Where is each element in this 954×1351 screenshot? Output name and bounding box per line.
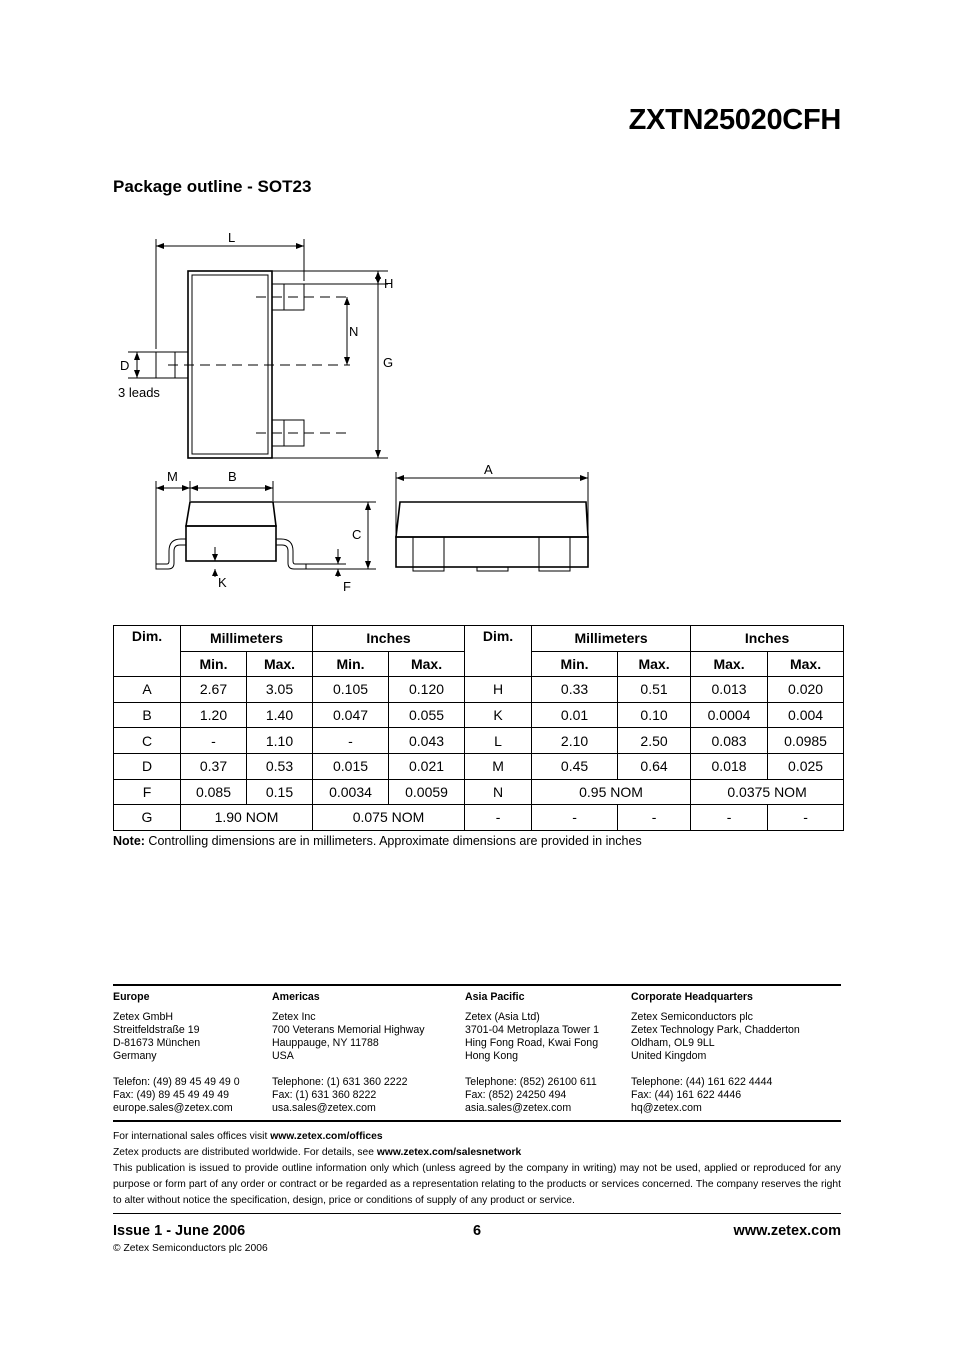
table-cell: 0.95 NOM xyxy=(532,779,691,805)
header-dim-2: Dim. xyxy=(465,626,532,677)
table-cell: 0.33 xyxy=(532,677,618,703)
table-cell: - xyxy=(618,805,691,831)
table-cell: - xyxy=(691,805,768,831)
table-cell: 2.10 xyxy=(532,728,618,754)
table-cell: B xyxy=(114,702,181,728)
table-cell: 2.67 xyxy=(181,677,247,703)
table-row xyxy=(114,779,844,805)
header-inches-2: Inches xyxy=(691,626,844,652)
table-cell: 0.018 xyxy=(691,753,768,779)
office-heading: Corporate Headquarters xyxy=(631,991,753,1003)
page-number: 6 xyxy=(472,1223,482,1239)
office-contact: Telephone: (852) 26100 611 Fax: (852) 24250 494 asia.sales@zetex.com xyxy=(465,1076,597,1114)
table-cell: 0.0375 NOM xyxy=(691,779,844,805)
table-cell: C xyxy=(114,728,181,754)
distrib-prefix: Zetex products are distributed worldwide. For details, see xyxy=(113,1147,377,1158)
issue-date: Issue 1 - June 2006 xyxy=(113,1223,246,1239)
table-cell: L xyxy=(465,728,532,754)
subheader-cell: Max. xyxy=(247,651,313,677)
leads-label: 3 leads xyxy=(118,385,160,400)
office-address: Zetex Inc 700 Veterans Memorial Highway Hauppauge, NY 11788 USA xyxy=(272,1011,425,1062)
table-cell: 0.0004 xyxy=(691,702,768,728)
office-address: Zetex Semiconductors plc Zetex Technology Park, Chadderton Oldham, OL9 9LL United Kingdom xyxy=(631,1011,800,1062)
table-cell: D xyxy=(114,753,181,779)
dim-label-b: B xyxy=(228,469,237,484)
subheader-cell: Max. xyxy=(691,651,768,677)
dim-label-c: C xyxy=(352,527,362,542)
table-row xyxy=(114,677,844,703)
dim-label-m: M xyxy=(167,469,178,484)
table-cell: 0.10 xyxy=(618,702,691,728)
table-cell: 0.013 xyxy=(691,677,768,703)
offices-link[interactable]: www.zetex.com/offices xyxy=(270,1131,383,1142)
office-corporate-hq xyxy=(631,991,800,1115)
dimensions-table xyxy=(113,625,844,831)
table-cell: - xyxy=(768,805,844,831)
table-cell: 0.085 xyxy=(181,779,247,805)
table-cell: 0.021 xyxy=(389,753,465,779)
part-number: ZXTN25020CFH xyxy=(628,104,841,136)
table-cell: 0.53 xyxy=(247,753,313,779)
subheader-cell: Max. xyxy=(618,651,691,677)
table-row xyxy=(114,753,844,779)
website-link[interactable]: www.zetex.com xyxy=(733,1223,841,1239)
offices-prefix: For international sales offices visit xyxy=(113,1131,271,1142)
office-contact: Telephone: (44) 161 622 4444 Fax: (44) 161 622 4446 hq@zetex.com xyxy=(631,1076,773,1114)
header-inches: Inches xyxy=(313,626,465,652)
office-heading: Europe xyxy=(113,991,150,1003)
table-cell: 0.105 xyxy=(313,677,389,703)
subheader-cell: Min. xyxy=(532,651,618,677)
subheader-cell: Min. xyxy=(181,651,247,677)
dim-label-g: G xyxy=(383,355,394,370)
office-asia-pacific xyxy=(465,991,599,1115)
table-cell: K xyxy=(465,702,532,728)
table-note xyxy=(113,834,642,848)
footer-bottom-rule xyxy=(113,1213,841,1214)
table-cell: 0.0034 xyxy=(313,779,389,805)
office-heading: Asia Pacific xyxy=(465,991,525,1003)
legal-top-rule xyxy=(113,1120,841,1122)
dim-label-n: N xyxy=(349,324,359,339)
table-cell: - xyxy=(181,728,247,754)
office-address: Zetex GmbH Streitfeldstraße 19 D-81673 München Germany xyxy=(113,1011,201,1062)
header-millimeters-2: Millimeters xyxy=(532,626,691,652)
table-cell: 1.40 xyxy=(247,702,313,728)
table-cell: 0.025 xyxy=(768,753,844,779)
office-europe xyxy=(113,991,240,1115)
table-cell: 0.0059 xyxy=(389,779,465,805)
table-cell: 0.37 xyxy=(181,753,247,779)
legal-text xyxy=(113,1129,841,1209)
table-cell: 2.50 xyxy=(618,728,691,754)
table-cell: 0.083 xyxy=(691,728,768,754)
table-cell: 0.120 xyxy=(389,677,465,703)
table-cell: - xyxy=(313,728,389,754)
dim-label-f: F xyxy=(343,579,351,594)
office-contact: Telefon: (49) 89 45 49 49 0 Fax: (49) 89 45 49 49 49 europe.sales@zetex.com xyxy=(113,1076,240,1114)
subheader-cell: Max. xyxy=(768,651,844,677)
table-cell: 0.45 xyxy=(532,753,618,779)
office-contact: Telephone: (1) 631 360 2222 Fax: (1) 631 360 8222 usa.sales@zetex.com xyxy=(272,1076,408,1114)
table-cell: N xyxy=(465,779,532,805)
office-americas xyxy=(272,991,425,1115)
table-cell: 0.075 NOM xyxy=(313,805,465,831)
office-address: Zetex (Asia Ltd) 3701-04 Metroplaza Tower 1 Hing Fong Road, Kwai Fong Hong Kong xyxy=(465,1011,600,1062)
table-cell: F xyxy=(114,779,181,805)
table-row xyxy=(114,702,844,728)
dim-label-h: H xyxy=(384,276,394,291)
table-cell: 0.043 xyxy=(389,728,465,754)
office-heading: Americas xyxy=(272,991,320,1003)
section-title: Package outline - SOT23 xyxy=(113,177,312,196)
salesnetwork-link[interactable]: www.zetex.com/salesnetwork xyxy=(376,1147,522,1158)
table-cell: 0.004 xyxy=(768,702,844,728)
table-header-row xyxy=(114,626,844,652)
table-cell: A xyxy=(114,677,181,703)
table-cell: - xyxy=(532,805,618,831)
table-cell: 0.64 xyxy=(618,753,691,779)
note-label: Note: xyxy=(113,834,145,848)
dim-label-l: L xyxy=(228,230,236,245)
dim-label-d: D xyxy=(120,358,130,373)
table-cell: G xyxy=(114,805,181,831)
table-row xyxy=(114,728,844,754)
dim-label-a: A xyxy=(484,462,493,477)
note-text: Controlling dimensions are in millimeters. Approximate dimensions are provided in inches xyxy=(144,834,642,848)
table-cell: 1.10 xyxy=(247,728,313,754)
header-millimeters: Millimeters xyxy=(181,626,313,652)
table-cell: 0.15 xyxy=(247,779,313,805)
table-cell: 0.055 xyxy=(389,702,465,728)
table-cell: - xyxy=(465,805,532,831)
table-cell: 0.01 xyxy=(532,702,618,728)
copyright: © Zetex Semiconductors plc 2006 xyxy=(113,1243,268,1254)
table-cell: 3.05 xyxy=(247,677,313,703)
table-cell: H xyxy=(465,677,532,703)
dim-label-k: K xyxy=(218,575,227,590)
table-cell: 1.90 NOM xyxy=(181,805,313,831)
table-cell: 0.047 xyxy=(313,702,389,728)
table-cell: 0.020 xyxy=(768,677,844,703)
header-dim: Dim. xyxy=(114,626,181,677)
disclaimer: This publication is issued to provide outline information only which (unless agreed by the company in writing) may not be used, applied or reproduced for any purpose or form part of any order or contract or be regarded as a representation relating to the products or services concerned. The company reserves the right to alter without notice the specification, design, price or conditions of supply of any product or service. xyxy=(113,1163,841,1206)
table-cell: 1.20 xyxy=(181,702,247,728)
table-cell: 0.51 xyxy=(618,677,691,703)
package-outline-drawing xyxy=(110,225,600,600)
subheader-cell: Max. xyxy=(389,651,465,677)
table-cell: M xyxy=(465,753,532,779)
footer-top-rule xyxy=(113,984,841,986)
table-cell: 0.0985 xyxy=(768,728,844,754)
subheader-cell: Min. xyxy=(313,651,389,677)
table-row xyxy=(114,805,844,831)
table-cell: 0.015 xyxy=(313,753,389,779)
